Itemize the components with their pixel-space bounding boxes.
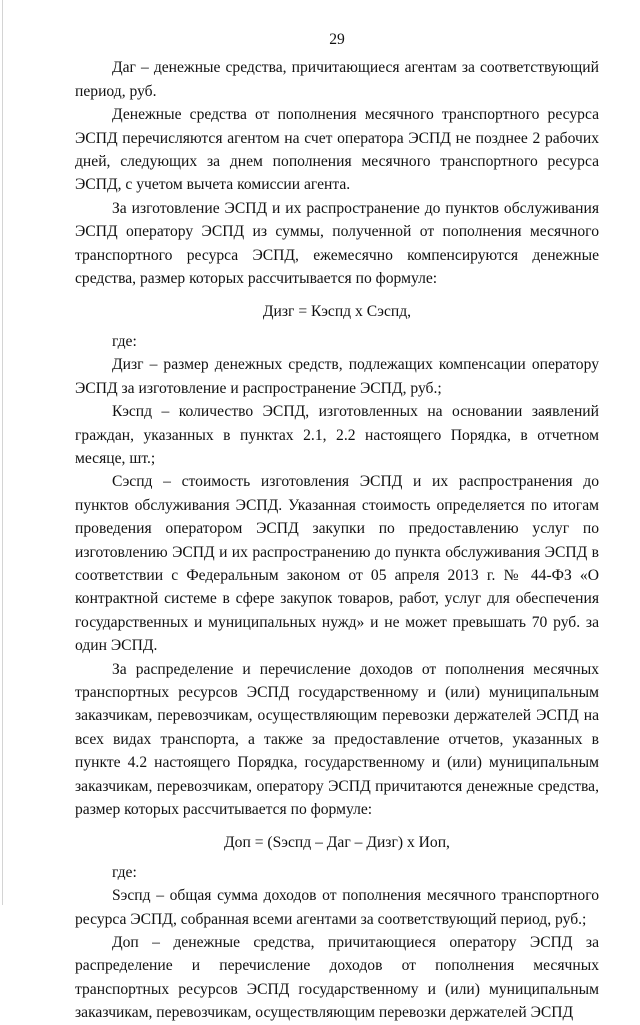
formula-dop: Доп = (Sэспд – Даг – Дизг) х Иоп, xyxy=(224,834,450,852)
paragraph-kespd-definition: Кэспд – количество ЭСПД, изготовленных на основании заявлений граждан, указанных в пунктах 2.1, 2.2 настоящего Порядка, в отчетном месяце, шт.; xyxy=(75,403,599,467)
where-label: где: xyxy=(112,332,137,350)
formula-dizg: Дизг = Кэспд х Сэспд, xyxy=(262,303,412,321)
paragraph-s-espd-definition: Sэспд – общая сумма доходов от пополнения месячного транспортного ресурса ЭСПД, собранная всеми агентами за соответствующий период, руб.; xyxy=(75,887,599,928)
scan-edge-line xyxy=(2,0,3,905)
paragraph-dizg-definition: Дизг – размер денежных средств, подлежащих компенсации оператору ЭСПД за изготовление и распространение ЭСПД, руб.; xyxy=(75,356,599,397)
paragraph-distribution-compensation: За распределение и перечисление доходов от пополнения месячных транспортных ресурсов ЭСПД государственному и (или) муниципальным заказчикам, перевозчикам, осуществляющим перевозки держателей ЭСПД на всех видах транспорта, а также за предоставление отчетов, указанных в пункте 4.2 настоящего Порядка, государственному и (или) муниципальным заказчикам, перевозчикам, оператору ЭСПД причитаются денежные средства, размер которых рассчитывается по формуле: xyxy=(75,660,599,818)
document-page xyxy=(75,28,599,1025)
paragraph-dop-definition: Доп – денежные средства, причитающиеся оператору ЭСПД за распределение и перечисление доходов от пополнения месячных транспортных ресурсов ЭСПД государственному и (или) муниципальным заказчикам, перевозчикам, осуществляющим перевозки держателей ЭСПД xyxy=(75,934,599,1022)
page-number: 29 xyxy=(329,31,345,48)
paragraph-manufacturing-compensation: За изготовление ЭСПД и их распространение до пунктов обслуживания ЭСПД оператору ЭСПД из суммы, полученной от пополнения месячного транспортного ресурса ЭСПД, ежемесячно компенсируются денежные средства, размер которых рассчитывается по формуле: xyxy=(75,199,599,288)
paragraph-sespd-definition: Сэспд – стоимость изготовления ЭСПД и их распространения до пунктов обслуживания ЭСПД. Указанная стоимость определяется по итогам проведения оператором ЭСПД закупки по предоставлению услуг по изготовлению ЭСПД и их распространению до пункта обслуживания ЭСПД в соответствии с Федеральным законом от 05 апреля 2013 г. № 44-ФЗ «О контрактной системе в сфере закупок товаров, работ, услуг для обеспечения государственных и муниципальных нужд» и не может превышать 70 руб. за один ЭСПД. xyxy=(75,473,599,655)
paragraph-dag-definition: Даг – денежные средства, причитающиеся агентам за соответствующий период, руб. xyxy=(75,59,599,100)
where-label: где: xyxy=(112,863,137,881)
paragraph-transfer-terms: Денежные средства от пополнения месячного транспортного ресурса ЭСПД перечисляются агентом на счет оператора ЭСПД не позднее 2 рабочих дней, следующих за днем пополнения месячного транспортного ресурса ЭСПД, с учетом вычета комиссии агента. xyxy=(75,106,599,194)
